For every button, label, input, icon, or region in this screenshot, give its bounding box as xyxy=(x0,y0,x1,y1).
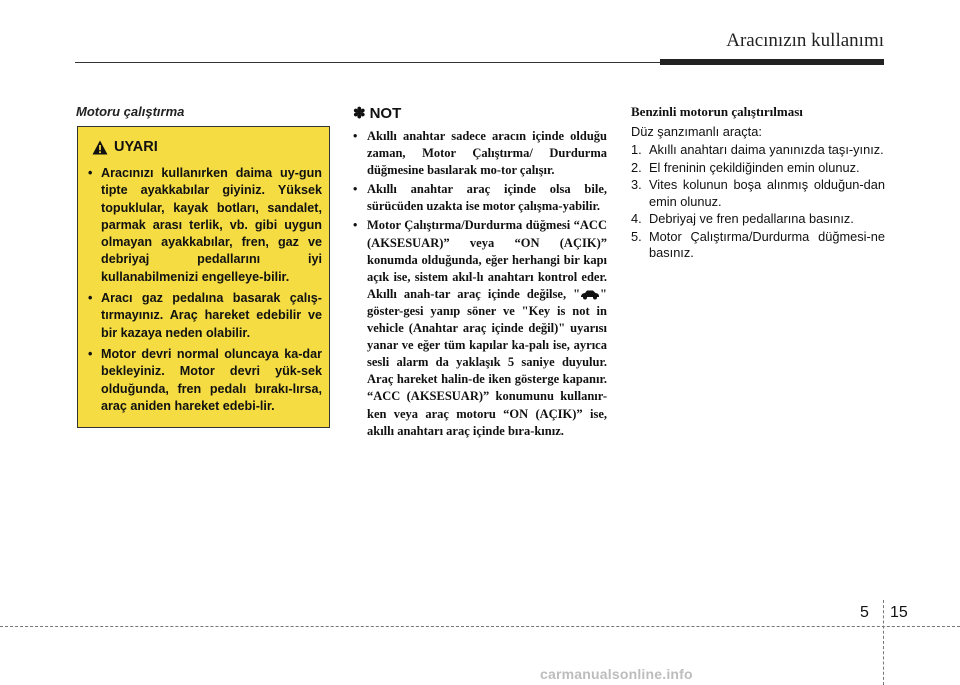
note-symbol-icon: ✽ xyxy=(353,105,366,122)
step-text: El freninin çekildiğinden emin olunuz. xyxy=(649,159,860,175)
step-number: 2. xyxy=(631,159,642,175)
header-title: Aracınızın kullanımı xyxy=(726,30,884,51)
car-key-icon xyxy=(580,289,600,300)
procedure-steps xyxy=(631,142,885,262)
warning-box xyxy=(77,126,330,428)
warning-item: • Motor devri normal oluncaya ka-dar bekleyiniz. Motor devri yük-sek olduğunda, fren pedalı bırakı-lırsa, araç aniden hareket edebi-lir. xyxy=(88,346,322,415)
note-item: • Akıllı anahtar sadece aracın içinde olduğu zaman, Motor Çalıştırma/ Durdurma düğmesine basılarak mo-tor çalışır. xyxy=(353,128,607,179)
step-text: Motor Çalıştırma/Durdurma düğmesi-ne basınız. xyxy=(649,228,885,260)
note-header xyxy=(353,104,401,122)
warning-label: UYARI xyxy=(114,139,158,155)
footer-divider xyxy=(883,600,884,685)
step-text: Akıllı anahtarı daima yanınızda taşı-yınız. xyxy=(649,142,884,157)
right-column xyxy=(631,104,885,263)
note-item-text-start: Motor Çalıştırma/Durdurma düğmesi “ACC (AKSESUAR)” veya “ON (AÇIK)” konumda olduğunda, eğer herhangi bir kapı açık ise, sistem akıl-lı anahtarı kontrol eder. Akıllı anah-tar araç içinde değilse, " xyxy=(367,218,607,301)
step-number: 1. xyxy=(631,142,642,157)
warning-item: • Aracı gaz pedalına basarak çalış-tırmayınız. Araç hareket edebilir ve bir kazaya neden olabilir. xyxy=(88,290,322,342)
header-rule xyxy=(75,62,660,63)
step-number: 3. xyxy=(631,177,642,192)
step-item xyxy=(631,142,885,159)
step-item xyxy=(631,211,885,228)
header-rule-bar xyxy=(660,59,884,65)
step-text: Vites kolunun boşa alınmış olduğun-dan emin olunuz. xyxy=(649,177,885,209)
warning-list xyxy=(88,165,322,419)
procedure-subtitle: Düz şanzımanlı araçta: xyxy=(631,124,762,139)
procedure-title: Benzinli motorun çalıştırılması xyxy=(631,104,803,119)
warning-triangle-icon xyxy=(92,140,108,155)
step-number: 5. xyxy=(631,228,642,244)
warning-header xyxy=(92,139,158,155)
step-item xyxy=(631,160,885,177)
note-item: • Akıllı anahtar araç içinde olsa bile, sürücüden uzakta ise motor çalışma-yabilir. xyxy=(353,181,607,215)
note-item-text-end: " göster-gesi yanıp söner ve "Key is not in vehicle (Anahtar araç içinde değil)" uyarısı yanar ve eğer tüm kapılar ka-palı ise, ayrıca sesli alarm da yaklaşık 5 saniye duyulur. Araç hareket halin-de iken gösterge kapanır. “ACC (AKSESUAR)” konumunu kullanır-ken veya araç motoru “ON (AÇIK)” ise, akıllı anahtarı araç içinde bıra-kınız. xyxy=(367,286,607,438)
footer-page-number: 15 xyxy=(890,604,908,621)
footer-section-number: 5 xyxy=(860,604,869,621)
warning-item: • Aracınızı kullanırken daima uy-gun tipte ayakkabılar giyiniz. Yüksek topuklular, kayak botları, sandalet, parmak arası terlik, vb. gibi uygun olmayan ayakkabılar, fren, gaz ve debriyaj pedallarını iyi kullanabilmenizi engelleye-bilir. xyxy=(88,165,322,286)
footer-rule xyxy=(0,626,960,627)
section-title: Motoru çalıştırma xyxy=(76,104,185,119)
note-list xyxy=(353,128,607,442)
step-number: 4. xyxy=(631,211,642,226)
step-item xyxy=(631,177,885,210)
step-item xyxy=(631,229,885,262)
note-item xyxy=(353,217,607,439)
note-label: NOT xyxy=(369,104,402,122)
watermark: carmanualsonline.info xyxy=(540,666,693,682)
step-text: Debriyaj ve fren pedallarına basınız. xyxy=(649,211,854,226)
